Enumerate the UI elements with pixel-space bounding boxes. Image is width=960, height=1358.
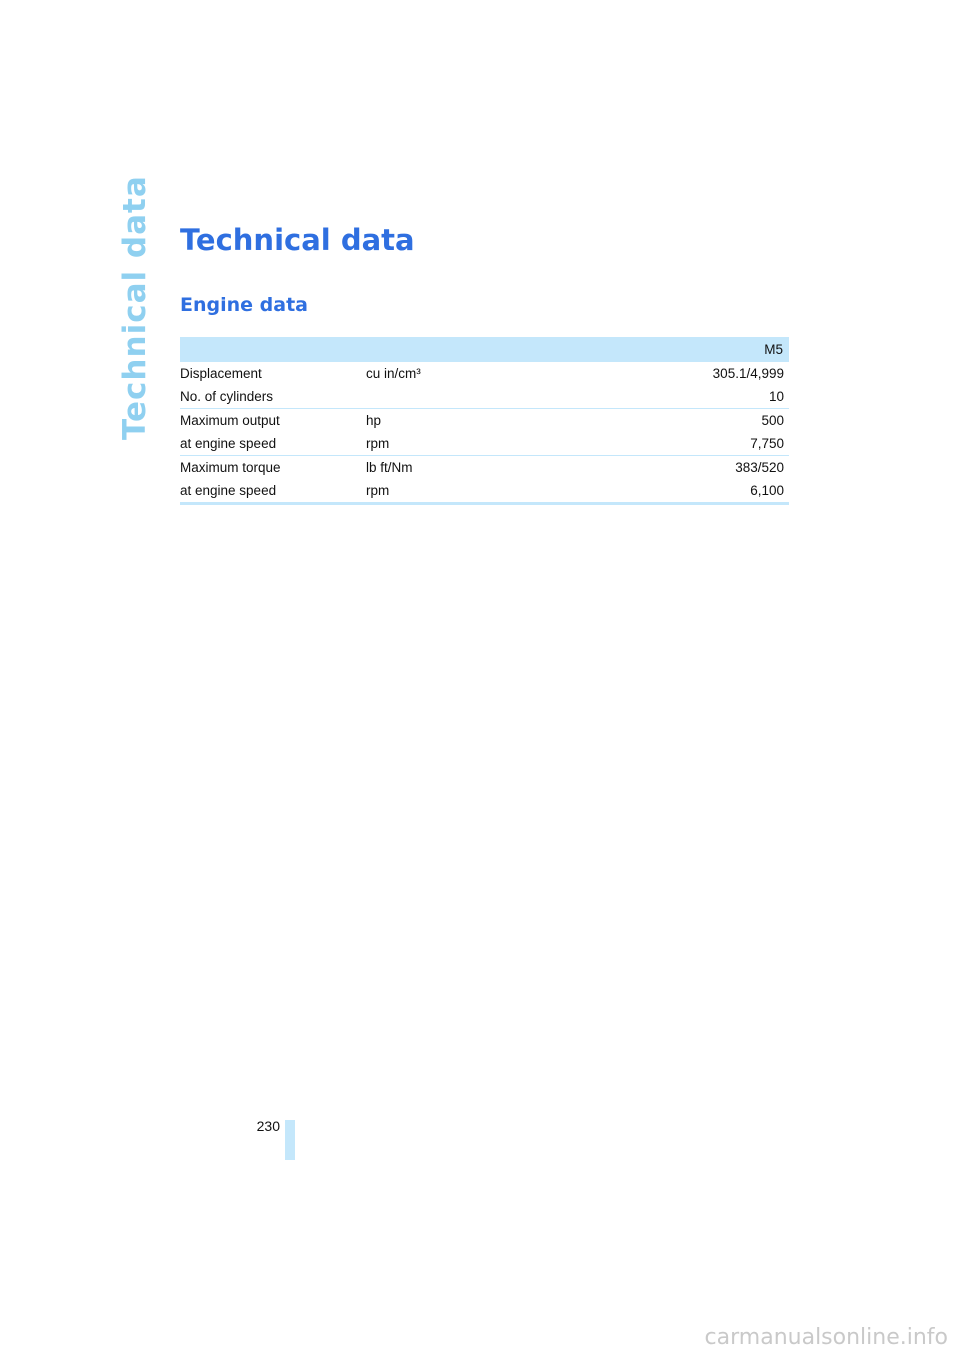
table-header-row: [180, 337, 789, 362]
row-unit: lb ft/Nm: [366, 460, 413, 475]
row-value: 10: [566, 385, 789, 409]
table-row: [180, 432, 789, 456]
page-number-marker: [285, 1120, 295, 1160]
row-unit: rpm: [366, 432, 566, 456]
row-unit: [366, 385, 566, 409]
row-label: Maximum torque: [180, 460, 281, 475]
table-row: [180, 456, 789, 480]
row-label: No. of cylinders: [180, 385, 366, 409]
row-value: 6,100: [566, 479, 789, 504]
row-unit: rpm: [366, 479, 566, 504]
row-unit: hp: [366, 413, 382, 428]
table-row: [180, 479, 789, 504]
table-row: [180, 362, 789, 385]
row-label: Displacement: [180, 366, 262, 381]
section-title: Engine data: [180, 294, 308, 316]
row-label: at engine speed: [180, 432, 366, 456]
page-number: 230: [256, 1118, 280, 1134]
row-label: Maximum output: [180, 413, 280, 428]
table-row: [180, 385, 789, 409]
row-value: 500: [761, 413, 784, 428]
sidebar-section-title: Technical data: [117, 175, 153, 440]
row-label: at engine speed: [180, 479, 366, 504]
engine-data-table: [180, 337, 789, 505]
row-value: 383/520: [735, 460, 784, 475]
watermark: carmanualsonline.info: [704, 1325, 948, 1350]
table-row: [180, 409, 789, 433]
page-title: Technical data: [180, 223, 415, 257]
column-header-m5: M5: [180, 337, 789, 362]
row-value: 7,750: [566, 432, 789, 456]
row-unit: cu in/cm³: [366, 366, 421, 381]
row-value: 305.1/4,999: [712, 366, 784, 381]
